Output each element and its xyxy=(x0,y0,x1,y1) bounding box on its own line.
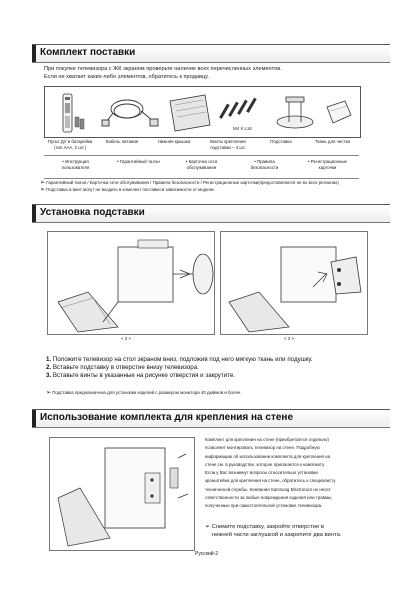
documents-row xyxy=(44,155,359,179)
note-text: Подставка и винт могут не входить в комплект поставки в зависимости от модели. xyxy=(46,186,215,192)
document-item: • Регистрационные карточки xyxy=(308,159,347,170)
page-number: Русский-2 xyxy=(195,551,218,557)
section-title: Установка подставки xyxy=(40,207,145,218)
item-label: Винты крепления подставки – 4 шт. xyxy=(210,139,246,150)
figure-label: < 2 > xyxy=(121,336,132,341)
item-label: Пульт ДУ и батарейки (тип ААА, 2 шт.) xyxy=(47,139,93,150)
document-item: • Карточка сети обслуживания xyxy=(185,159,218,170)
section-header-wall-mount xyxy=(32,409,390,428)
notes-block xyxy=(40,180,385,193)
wall-mount-note: ➢ Снимите подставку, закройте отверстие в нижней части заглушкой и закрепите два винта. xyxy=(205,524,342,538)
stand-steps xyxy=(46,356,386,380)
section-header-package-contents xyxy=(32,44,390,63)
item-label: Нижняя крышка xyxy=(157,139,191,144)
note-text: Гарантийный талон / Карточка сети обслуживания / Правила безопасности / Регистрационные карточки(предоставляются не во всех регионах) xyxy=(46,180,339,185)
item-label: Ткань для чистки xyxy=(315,139,350,144)
section-title: Использование комплекта для крепления на стене xyxy=(40,412,294,423)
note-arrow-icon: ➢ xyxy=(205,524,211,530)
intro-line: При покупке телевизора с ЖК экраном проверьте наличие всех перечисленных элементов. xyxy=(44,66,282,72)
intro-line: Если не хватает каких-либо элементов, обратитесь к продавцу. xyxy=(44,74,209,80)
wall-mount-figure xyxy=(49,437,195,551)
item-label: Кабель питания xyxy=(105,139,139,144)
stand-note: ➢ Подставка предназначена для установки изделий с размером монитора 40 дюймов и более. xyxy=(46,390,242,396)
remote-control-image xyxy=(63,94,84,132)
bottom-cover-image xyxy=(170,95,210,131)
figure-label: < 3 > xyxy=(284,336,295,341)
step-1: 1. Положите телевизор на стол экраном вниз, подложив под него мягкую ткань или подушку. xyxy=(46,356,313,363)
step-2: 2. Вставьте подставку в отверстие внизу телевизора. xyxy=(46,364,199,371)
stand-image xyxy=(277,97,313,128)
step-3: 3. Вставьте винты в указанные на рисунке отверстия и закрутите. xyxy=(46,372,236,379)
document-item: • Инструкция пользователя xyxy=(61,159,90,170)
document-item: • Гарантийный талон xyxy=(117,159,160,164)
stand-screws-image xyxy=(219,98,257,119)
stand-figure-step3 xyxy=(220,231,368,341)
section-header-stand-installation xyxy=(32,204,390,223)
note-arrow-icon: ➢ xyxy=(40,186,46,193)
items-labels-row xyxy=(44,139,359,150)
stand-step3-illustration xyxy=(221,232,367,334)
screw-size-label: M4 X L16 xyxy=(233,126,252,131)
cleaning-cloth-image xyxy=(327,101,351,123)
item-label: Подставка xyxy=(270,139,292,144)
contents-illustration xyxy=(45,87,360,137)
section-title: Комплект поставки xyxy=(40,47,136,58)
document-item: • Правила безопасности xyxy=(250,159,279,170)
contents-image-box xyxy=(44,86,361,138)
note-arrow-icon: ➢ xyxy=(46,390,52,396)
note-arrow-icon: ➢ xyxy=(40,180,46,186)
wall-mount-paragraph: Комплект для крепления на стене (приобретается отдельно) позволяет монтировать телевизор на стене. Подробную информацию об использовании комплекта для крепления на стене см. в руководстве, которое прилагается к комплекту. Если у Вас возникнут вопросы относительно установки кронштейна для крепления на стене, обратитесь к специалисту технической службы. Компания Samsung Electronics не несет ответственности за любые повреждения изделия или травмы, полученные при самостоятельной установке телевизора. xyxy=(205,437,336,509)
intro-text xyxy=(44,65,384,81)
wall-mount-illustration xyxy=(50,438,194,550)
stand-figure-step2 xyxy=(47,231,215,341)
power-cable-image xyxy=(102,100,158,126)
stand-step2-illustration xyxy=(48,232,214,334)
